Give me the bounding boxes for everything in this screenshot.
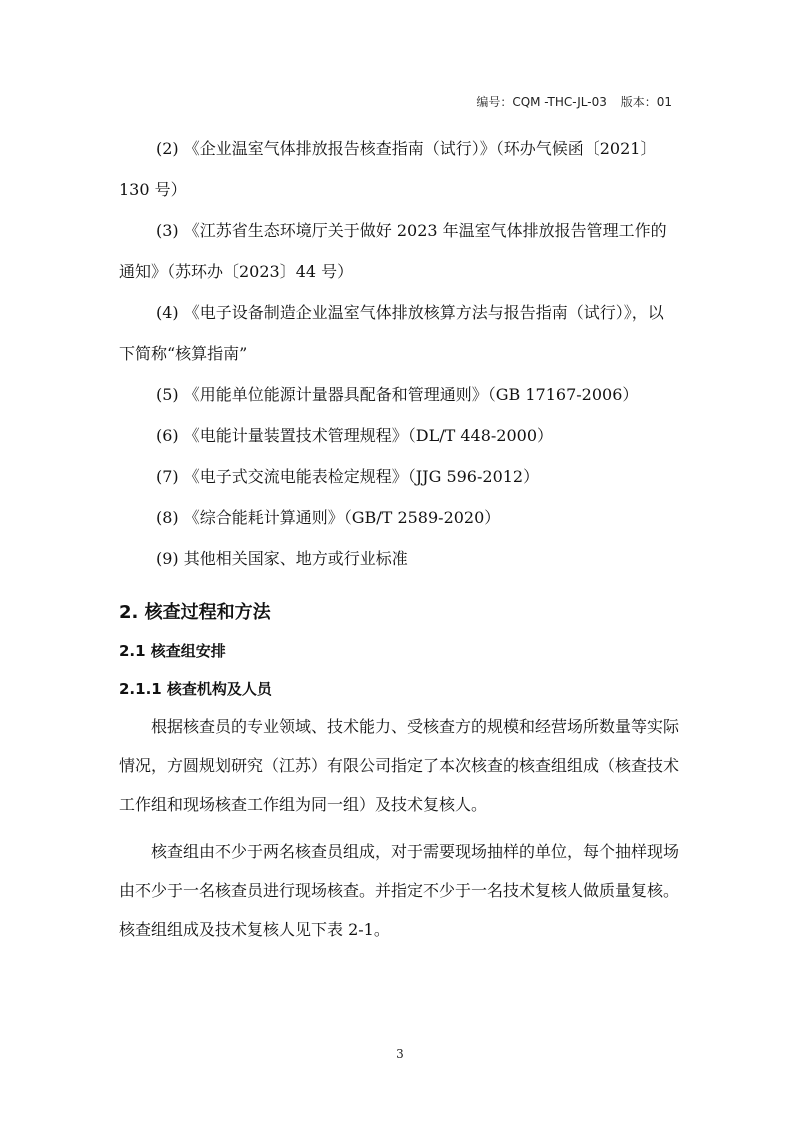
page-content — [119, 128, 679, 949]
subsection-heading: 2.1 核查组安排 — [119, 642, 226, 660]
reference-item: (8) 《综合能耗计算通则》（GB/T 2589-2020） — [156, 508, 501, 527]
reference-item: (5) 《用能单位能源计量器具配备和管理通则》（GB 17167-2006） — [156, 385, 639, 404]
page-header — [476, 93, 672, 110]
page-number: 3 — [396, 1047, 404, 1061]
reference-item: (2) 《企业温室气体排放报告核查指南（试行）》（环办气候函〔2021〕130 号） — [119, 139, 657, 199]
document-version: 版本：01 — [620, 95, 672, 109]
section-heading: 2. 核查过程和方法 — [119, 602, 271, 623]
reference-item: (9) 其他相关国家、地方或行业标准 — [156, 549, 408, 568]
body-paragraph: 核查组由不少于两名核查员组成，对于需要现场抽样的单位，每个抽样现场由不少于一名核查员进行现场核查。并指定不少于一名技术复核人做质量复核。核查组组成及技术复核人见下表 2-1。 — [119, 842, 680, 939]
reference-item: (4) 《电子设备制造企业温室气体排放核算方法与报告指南（试行）》，以下简称“核算指南” — [119, 303, 664, 363]
subsubsection-heading: 2.1.1 核查机构及人员 — [119, 680, 272, 698]
reference-item: (3) 《江苏省生态环境厅关于做好 2023 年温室气体排放报告管理工作的通知》（苏环办〔2023〕44 号） — [119, 221, 667, 281]
body-paragraph: 根据核查员的专业领域、技术能力、受核查方的规模和经营场所数量等实际情况，方圆规划研究（江苏）有限公司指定了本次核查的核查组组成（核查技术工作组和现场核查工作组为同一组）及技术复核人。 — [119, 717, 680, 814]
reference-item: (6) 《电能计量装置技术管理规程》（DL/T 448-2000） — [156, 426, 554, 445]
reference-item: (7) 《电子式交流电能表检定规程》（JJG 596-2012） — [156, 467, 540, 486]
document-code: 编号：CQM -THC-JL-03 — [476, 95, 607, 109]
